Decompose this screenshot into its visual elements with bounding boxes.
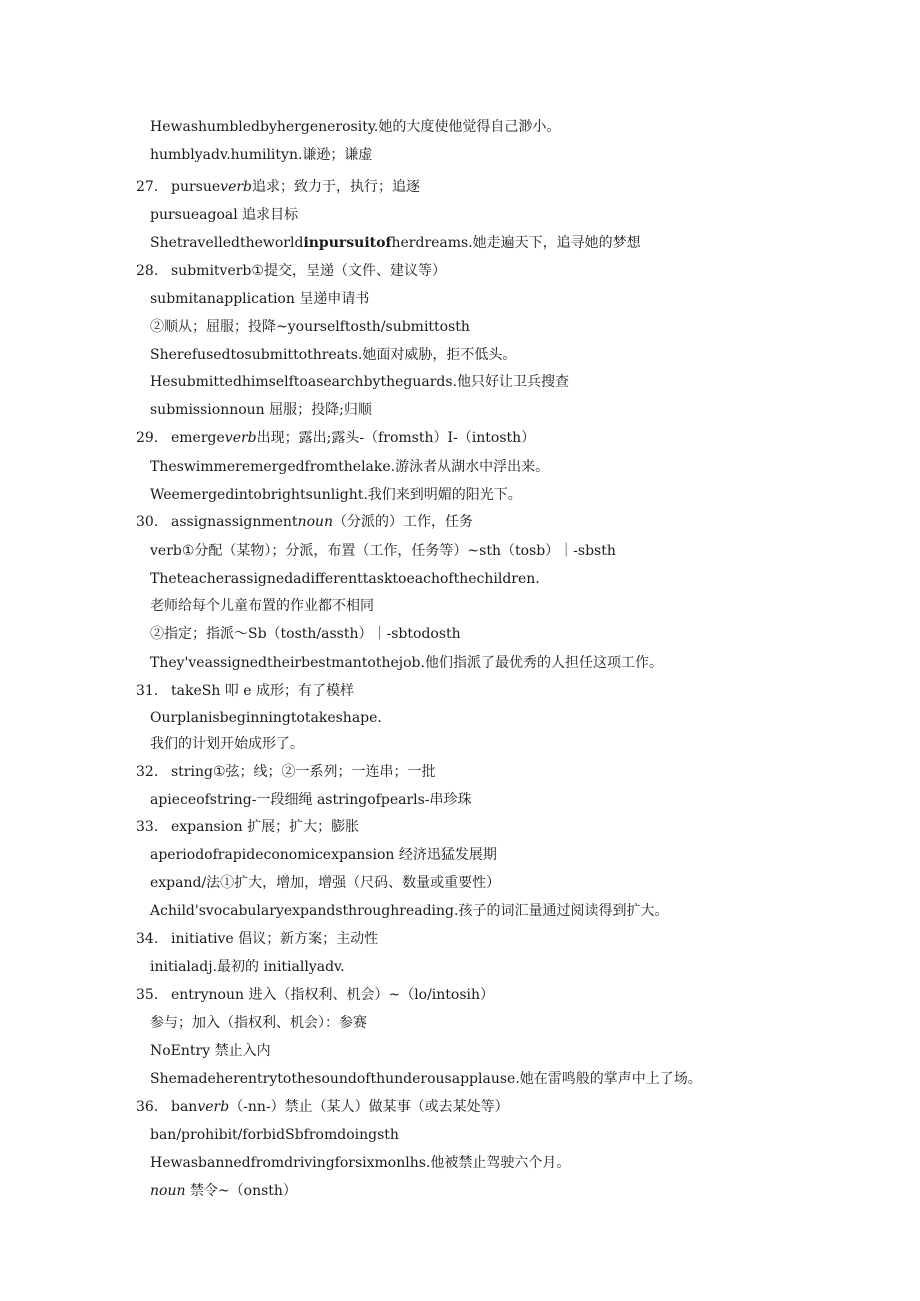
text-line: Theswimmeremergedfromthelake.游泳者从湖水中浮出来。 [150,459,550,475]
text-line: 参与；加入（指权利、机会）：参赛 [150,1015,367,1031]
text-line: Shemadeherentrytothesoundofthunderousapplause.她在雷鸣般的掌声中上了场。 [150,1071,702,1087]
text-line: Weemergedintobrightsunlight.我们来到明媚的阳光下。 [150,487,522,503]
entry-heading: banverb（-nn-）禁止（某人）做某事（或去某处等） [171,1099,509,1115]
entry-number: 30. [136,514,159,530]
entry-number: 28. [136,263,159,279]
text-line: initialadj.最初的 initiallyadv. [150,959,345,975]
entry-number: 31. [136,683,159,699]
text-line: apieceofstring-一段细绳 astringofpearls-串珍珠 [150,792,472,808]
text-line: They'veassignedtheirbestmantothejob.他们指派了最优秀的人担任这项工作。 [150,655,663,671]
text-line: Shetravelledtheworldinpursuitofherdreams.她走遍天下，追寻她的梦想 [150,235,641,251]
entry-heading: string①弦；线；②一系列；一连串；一批 [171,764,436,780]
text-line: expand/法①扩大，增加，增强（尺码、数量或重要性） [150,875,501,891]
text-line: submitanapplication 呈递申请书 [150,291,370,307]
entry-heading: initiative 倡议；新方案；主动性 [171,931,379,947]
text-line: Sherefusedtosubmittothreats.她面对威胁，拒不低头。 [150,347,517,363]
entry-number: 33. [136,819,159,835]
entry-number: 36. [136,1099,159,1115]
text-line: 老师给每个儿童布置的作业都不相同 [150,598,374,614]
text-line: humblyadv.humilityn.谦逊；谦虚 [150,147,373,163]
text-line: Achild'svocabularyexpandsthroughreading.孩子的词汇量通过阅读得到扩大。 [150,903,669,919]
entry-heading: entrynoun 进入（指权利、机会）~（lo/intosih） [171,987,495,1003]
entry-number: 34. [136,931,159,947]
text-line: Hewasbannedfromdrivingforsixmonlhs.他被禁止驾驶六个月。 [150,1155,571,1171]
text-line: NoEntry 禁止入内 [150,1043,271,1059]
text-line: ②指定；指派～Sb（tosth/assth）｜-sbtodosth [150,626,461,642]
entry-number: 27. [136,179,159,195]
entry-heading: expansion 扩展；扩大；膨胀 [171,819,360,835]
entry-heading: assignassignmentnoun（分派的）工作，任务 [171,514,474,530]
text-line: verb①分配（某物）；分派，布置（工作，任务等）~sth（tosb）｜-sbsth [150,543,616,559]
entry-number: 35. [136,987,159,1003]
entry-heading: emergeverb出现；露出;露头-（fromsth）I-（intosth） [171,430,536,446]
entry-number: 29. [136,430,159,446]
text-line: noun 禁令~（onsth） [150,1183,297,1199]
text-line: Ourplanisbeginningtotakeshape. [150,710,382,726]
text-line: Hewashumbledbyhergenerosity.她的大度使他觉得自己渺小。 [150,119,561,135]
entry-heading: takeSh 叩 e 成形；有了模样 [171,683,354,699]
text-line: aperiodofrapideconomicexpansion 经济迅猛发展期 [150,847,497,863]
entry-heading: submitverb①提交，呈递（文件、建议等） [171,263,446,279]
text-line: 我们的计划开始成形了。 [150,736,304,752]
text-line: ban/prohibit/forbidSbfromdoingsth [150,1127,399,1143]
text-line: Hesubmittedhimselftoasearchbytheguards.他只好让卫兵搜查 [150,374,569,390]
text-line: Theteacherassignedadifferenttasktoeachofthechildren. [150,571,540,587]
entry-number: 32. [136,764,159,780]
text-line: submissionnoun 屈服；投降;归顺 [150,402,372,418]
text-line: pursueagoal 追求目标 [150,207,299,223]
text-line: ②顺从；屈服；投降~yourselftosth/submittosth [150,319,470,335]
entry-heading: pursueverb追求；致力于，执行；追逐 [171,179,421,195]
